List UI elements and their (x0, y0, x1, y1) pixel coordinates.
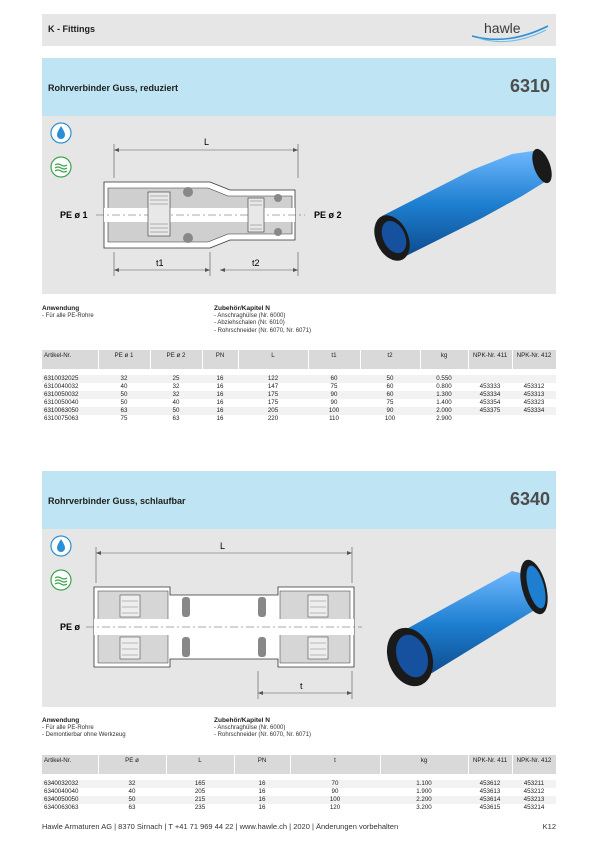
zubehoer-6340 (214, 717, 311, 740)
table-row (42, 407, 556, 415)
table-cell: 2.900 (436, 415, 452, 422)
table-cell: 110 (329, 415, 339, 422)
table-cell: 3.200 (416, 804, 432, 811)
product-code: 6310 (509, 76, 550, 96)
spec-table-6340 (42, 755, 557, 812)
table-cell: 6310050032 (42, 391, 98, 399)
table-row (42, 391, 556, 399)
table-cell: 16 (202, 375, 238, 383)
table-cell: 1.400 (436, 399, 452, 406)
table-cell: 453334 (512, 407, 556, 415)
product-image-6310 (362, 140, 552, 270)
table-row (42, 383, 556, 391)
figure-area-6340 (42, 529, 556, 707)
table-header-row (42, 755, 556, 774)
zubehoer-item: - Rohrschneider (Nr. 6070, Nr. 6071) (214, 732, 312, 738)
col-header: NPK-Nr. 411 (468, 755, 512, 774)
table-cell: 32 (98, 780, 166, 788)
table-cell: 122 (238, 375, 308, 383)
table-cell: 50 (360, 375, 420, 383)
table-cell: 453211 (512, 780, 556, 788)
table-cell: 1.100 (380, 780, 468, 788)
table-cell: 16 (202, 407, 238, 415)
col-header: kg (420, 350, 468, 369)
table-cell: 453323 (523, 399, 545, 406)
table-cell (512, 415, 556, 423)
technical-drawing-6340 (60, 537, 370, 703)
table-cell: 6310050040 (44, 399, 79, 406)
table-cell: 453354 (479, 399, 501, 406)
col-header: L (238, 350, 308, 369)
label-pe1: PE ø 1 (60, 210, 88, 220)
section-title: Rohrverbinder Guss, reduziert (48, 83, 179, 93)
table-cell: 70 (290, 780, 380, 788)
table-cell: 63 (128, 804, 136, 811)
table-cell: 16 (234, 780, 290, 788)
table-cell: 453212 (523, 788, 545, 795)
col-header: Artikel-Nr. (42, 350, 98, 369)
table-cell: 16 (202, 391, 238, 399)
table-row (42, 399, 556, 407)
page-footer (42, 822, 556, 831)
page-number: K12 (542, 822, 556, 831)
table-cell: 16 (216, 383, 224, 390)
table-cell: 205 (238, 407, 308, 415)
product-image-6340 (362, 547, 552, 697)
table-cell: 147 (267, 383, 279, 390)
hawle-logo (468, 16, 552, 44)
table-cell: 90 (360, 407, 420, 415)
table-cell: 453613 (479, 788, 501, 795)
col-header: NPK-Nr. 412 (512, 755, 556, 774)
col-header: kg (380, 755, 468, 774)
page-header (42, 14, 556, 46)
table-cell: 90 (308, 391, 360, 399)
col-header: PE ø 1 (98, 350, 150, 369)
table-cell: 453614 (468, 796, 512, 804)
table-cell: 90 (331, 788, 339, 795)
table-cell: 453612 (468, 780, 512, 788)
anwendung-item: - Demontierbar ohne Werkzeug (42, 732, 126, 738)
col-header: PE ø 2 (150, 350, 202, 369)
col-header: NPK-Nr. 411 (468, 350, 512, 369)
table-cell: 32 (98, 375, 150, 383)
anwendung-item: - Für alle PE-Rohre (42, 312, 94, 319)
zubehoer-item: - Rohrschneider (Nr. 6070, Nr. 6071) (214, 327, 312, 334)
col-header: t (290, 755, 380, 774)
table-cell: 2.000 (420, 407, 468, 415)
table-cell: 220 (267, 415, 279, 422)
table-cell: 40 (172, 399, 180, 406)
table-cell: 453333 (479, 383, 501, 390)
table-cell: 2.200 (380, 796, 468, 804)
col-header: PE ø (98, 755, 166, 774)
table-cell: 32 (172, 383, 180, 390)
table-row (42, 415, 556, 423)
anwendung-heading: Anwendung (42, 305, 80, 312)
table-cell: 16 (216, 415, 224, 422)
table-cell: 165 (166, 780, 234, 788)
table-row (42, 804, 556, 812)
table-cell: 453615 (479, 804, 501, 811)
table-cell: 32 (150, 391, 202, 399)
table-cell: 120 (329, 804, 341, 811)
table-cell: 50 (98, 391, 150, 399)
table-row (42, 796, 556, 804)
table-cell: 453312 (523, 383, 545, 390)
table-cell: 453334 (468, 391, 512, 399)
table-cell: 100 (290, 796, 380, 804)
spec-table-6310 (42, 350, 557, 423)
zubehoer-heading: Zubehör/Kapitel N (214, 305, 270, 312)
table-cell: 1.300 (420, 391, 468, 399)
page-title: K - Fittings (48, 24, 95, 34)
table-cell: 6310063050 (42, 407, 98, 415)
table-cell: 63 (172, 415, 180, 422)
table-cell: 175 (238, 391, 308, 399)
zubehoer-item: - Anschraghülse (Nr. 6000) (214, 724, 286, 731)
table-row (42, 375, 556, 383)
col-header: t2 (360, 350, 420, 369)
table-cell: 6310075063 (44, 415, 79, 422)
footer-text: Hawle Armaturen AG | 8370 Sirnach | T +41 71 969 44 22 | www.hawle.ch | 2020 | Änderungen vorbehalten (42, 822, 399, 831)
table-cell: 60 (308, 375, 360, 383)
table-cell: 453375 (468, 407, 512, 415)
table-cell: 453214 (523, 804, 545, 811)
table-cell: 235 (194, 804, 206, 811)
table-cell: 25 (150, 375, 202, 383)
table-cell: 6340040040 (44, 788, 79, 795)
table-cell: 16 (216, 399, 224, 406)
table-cell: 75 (120, 415, 128, 422)
table-header-row (42, 350, 556, 369)
dim-L-label: L (204, 137, 210, 147)
table-cell: 100 (308, 407, 360, 415)
table-cell: 40 (128, 788, 136, 795)
label-pe: PE ø (60, 622, 81, 632)
col-header: Artikel-Nr. (42, 755, 98, 774)
anwendung-item: - Für alle PE-Rohre (42, 724, 94, 731)
table-cell: 16 (258, 804, 266, 811)
col-header: t1 (308, 350, 360, 369)
section-header-6310 (42, 58, 556, 116)
table-cell: 16 (234, 796, 290, 804)
table-cell: 6340063063 (44, 804, 79, 811)
table-cell (512, 375, 556, 383)
table-row (42, 780, 556, 788)
anwendung-heading: Anwendung (42, 717, 80, 724)
col-header: PN (234, 755, 290, 774)
table-cell: 75 (386, 399, 394, 406)
table-cell: 175 (267, 399, 279, 406)
table-cell (468, 415, 512, 423)
section-title: Rohrverbinder Guss, schlaufbar (48, 496, 186, 506)
table-cell: 50 (150, 407, 202, 415)
dim-L-label: L (220, 541, 226, 551)
table-cell: 6340050050 (42, 796, 98, 804)
table-cell: 453313 (512, 391, 556, 399)
table-cell: 205 (194, 788, 206, 795)
anwendung-6340 (42, 717, 126, 740)
logo-text: hawle (484, 20, 521, 36)
zubehoer-item: - Anschraghülse (Nr. 6000) (214, 312, 286, 319)
col-header: L (166, 755, 234, 774)
zubehoer-item: - Abziehschalen (Nr. 6010) (214, 320, 285, 326)
zubehoer-6310 (214, 305, 311, 335)
table-cell: 0.550 (420, 375, 468, 383)
col-header: NPK-Nr. 412 (512, 350, 556, 369)
dim-t1-label: t1 (156, 258, 164, 268)
table-cell (468, 375, 512, 383)
label-pe2: PE ø 2 (314, 210, 342, 220)
table-cell: 75 (330, 383, 338, 390)
table-cell: 1.900 (416, 788, 432, 795)
table-cell: 60 (360, 391, 420, 399)
table-cell: 50 (98, 796, 166, 804)
table-row (42, 788, 556, 796)
table-cell: 63 (98, 407, 150, 415)
zubehoer-heading: Zubehör/Kapitel N (214, 717, 270, 724)
product-code: 6340 (509, 489, 550, 509)
table-cell: 6310032025 (42, 375, 98, 383)
table-cell: 453213 (512, 796, 556, 804)
table-cell: 16 (258, 788, 266, 795)
table-cell: 60 (386, 383, 394, 390)
table-cell: 100 (384, 415, 396, 422)
table-cell: 6340032032 (42, 780, 98, 788)
technical-drawing-6310 (60, 130, 360, 286)
table-cell: 50 (120, 399, 128, 406)
table-cell: 215 (166, 796, 234, 804)
table-cell: 0.800 (436, 383, 452, 390)
dim-t-label: t (300, 681, 303, 691)
anwendung-6310 (42, 305, 94, 320)
table-cell: 6310040032 (44, 383, 79, 390)
table-cell: 90 (330, 399, 338, 406)
section-header-6340 (42, 471, 556, 529)
figure-area-6310 (42, 116, 556, 294)
dim-t2-label: t2 (252, 258, 260, 268)
col-header: PN (202, 350, 238, 369)
table-cell: 40 (120, 383, 128, 390)
